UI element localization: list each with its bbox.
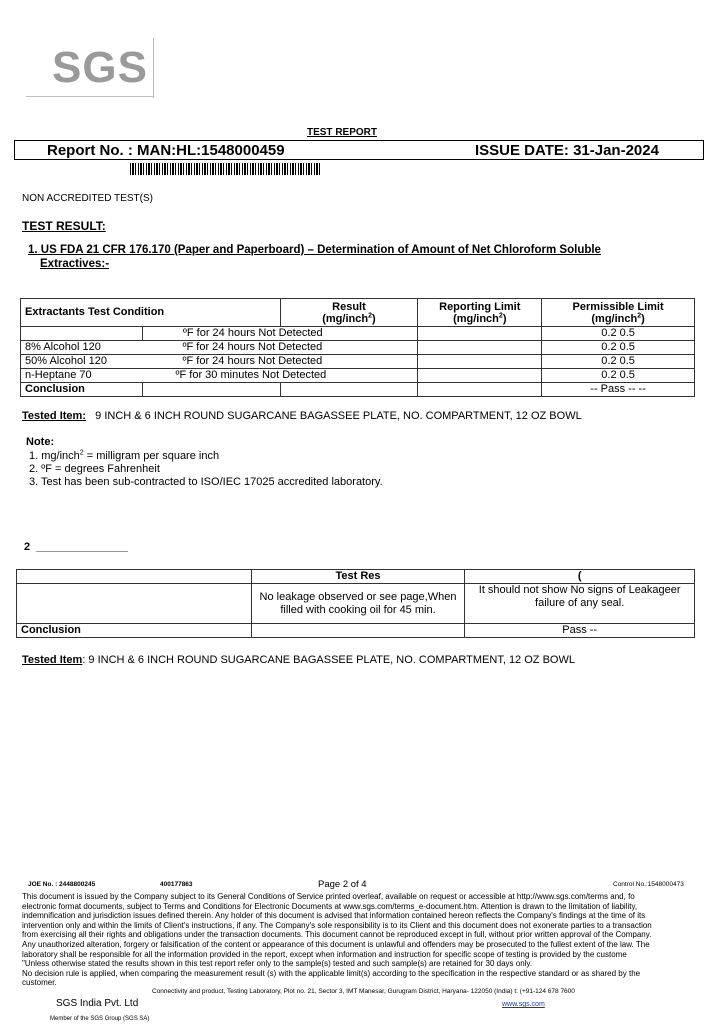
control-number: Control No.:1548000473 [613,881,684,888]
limits-cell: 0.2 0.5 [542,369,695,383]
table-row [21,327,695,341]
row-text-cell: 50% Alcohol 120 ºF for 24 hours Not Detected [21,355,418,369]
page-number: Page 2 of 4 [318,879,367,890]
report-number: Report No. : MAN:HL:1548000459 [47,142,285,159]
header-requirement: ( [465,570,695,584]
header-reporting-limit: Reporting Limit (mg/inch$^2$) [418,299,542,327]
table-header-row [17,570,695,584]
test-result-heading: TEST RESULT: [22,219,106,233]
section2-number: 2 _______________ [24,541,129,553]
joe-number: JOE No. : 2448800245 [28,881,96,888]
table-row [21,369,695,383]
member-note: Member of the SGS Group (SGS SA) [50,1016,150,1022]
note-3: 3. Test has been sub-contracted to ISO/IEC 17025 accredited laboratory. [29,476,383,488]
header-result: Result (mg/inch$^2$) [280,299,418,327]
conclusion-value: Pass -- [465,624,695,638]
tested-item-2: Tested Item: 9 INCH & 6 INCH ROUND SUGARCANE BAGASSEE PLATE, NO. COMPARTMENT, 12 OZ BOWL [22,654,575,666]
header-permissible-limit: Permissible Limit (mg/inch$^2$) [542,299,695,327]
disclaimer: This document is issued by the Company subject to its General Conditions of Service printed overleaf, available on request or accessible at http://www.sgs.com/terms and, fo electronic format documents, subject to Terms and Conditions for Electronic Documents at www.sgs.com/terms_e-document.htm. Attention is drawn to the limitation of liability, indemnification and jurisdiction issues defined therein. Any holder of this document is advised that information contained hereon reflects the Company's findings at the time of its intervention only and within the limits of Client's instructions, if any. The Company's sole responsibility is to its Client and this document does not exonerate parties to a transaction from exercising all their rights and obligations under the transaction documents. This document cannot be reproduced except in full, without prior written approval of the Company. Any unauthorized alteration, forgery or falsification of the content or appearance of this document is unlawful and offenders may be prosecuted to the fullest extent of the law. The laboratory shall be responsible for all the information provided in the report, except when information and instruction for specific scope of testing is provided by the custome "Unless otherwise stated the results shown in this test report refer only to the sample(s) tested and such sample(s) are retained for 30 days only. No decision rule is applied, when comparing the measurement result (s) with the applicable limit(s) according to the specification in the respective standard or as shared by the customer. [22,892,652,988]
leakage-result-cell: No leakage observed or see page,When filled with cooking oil for 45 min. [251,584,465,624]
section1-title: 1. US FDA 21 CFR 176.170 (Paper and Paperboard) – Determination of Amount of Net Chloroform Soluble [28,244,601,256]
logo-rule-vertical [153,38,154,98]
table-row [21,341,695,355]
row-text-cell: n-Heptane 70 ºF for 30 minutes Not Detected [21,369,418,383]
limits-cell: 0.2 0.5 [542,355,695,369]
table-row [17,584,695,624]
section1-title-cont: Extractives:- [40,258,110,270]
limits-cell: 0.2 0.5 [542,327,695,341]
document-title: TEST REPORT [306,127,377,138]
table-header-row [21,299,695,327]
tested-item-1: Tested Item: 9 INCH & 6 INCH ROUND SUGARCANE BAGASSEE PLATE, NO. COMPARTMENT, 12 OZ BOWL [22,410,582,422]
note-1: 1. mg/inch$^2$ = milligram per square inch [29,449,220,462]
conclusion-row [21,383,695,397]
conclusion-label: Conclusion [21,383,143,397]
leakage-requirement-cell: It should not show No signs of Leakageer failure of any seal. [465,584,695,624]
table-row [21,355,695,369]
header-test-result: Test Res [251,570,465,584]
leakage-table [16,569,695,638]
company-name: SGS India Pvt. Ltd [56,998,139,1009]
issue-date: ISSUE DATE: 31-Jan-2024 [475,142,659,159]
barcode [130,163,322,175]
sgs-logo: SGS [52,43,148,92]
row-text-cell: 8% Alcohol 120 ºF for 24 hours Not Detected [21,341,418,355]
website-link[interactable]: www.sgs.com [502,1001,545,1008]
accreditation-note: NON ACCREDITED TEST(S) [22,193,153,204]
header-extractants: Extractants Test Condition [21,299,281,327]
reference-number: 400177863 [160,881,193,888]
condition-cell: ºF for 24 hours Not Detected [142,327,418,341]
conclusion-label: Conclusion [17,624,252,638]
extractives-table [20,298,695,397]
lab-address: Connectivity and product, Testing Laboratory, Plot no. 21, Sector 3, IMT Manesar, Gurugram District, Haryana- 122050 (India) t: (+91-124 678 7600 [152,988,575,995]
extractant-cell [21,327,143,341]
conclusion-value: -- Pass -- -- [542,383,695,397]
note-heading: Note: [26,436,55,448]
logo-rule [26,96,154,97]
note-2: 2. ºF = degrees Fahrenheit [29,463,160,475]
limits-cell: 0.2 0.5 [542,341,695,355]
conclusion-row [17,624,695,638]
